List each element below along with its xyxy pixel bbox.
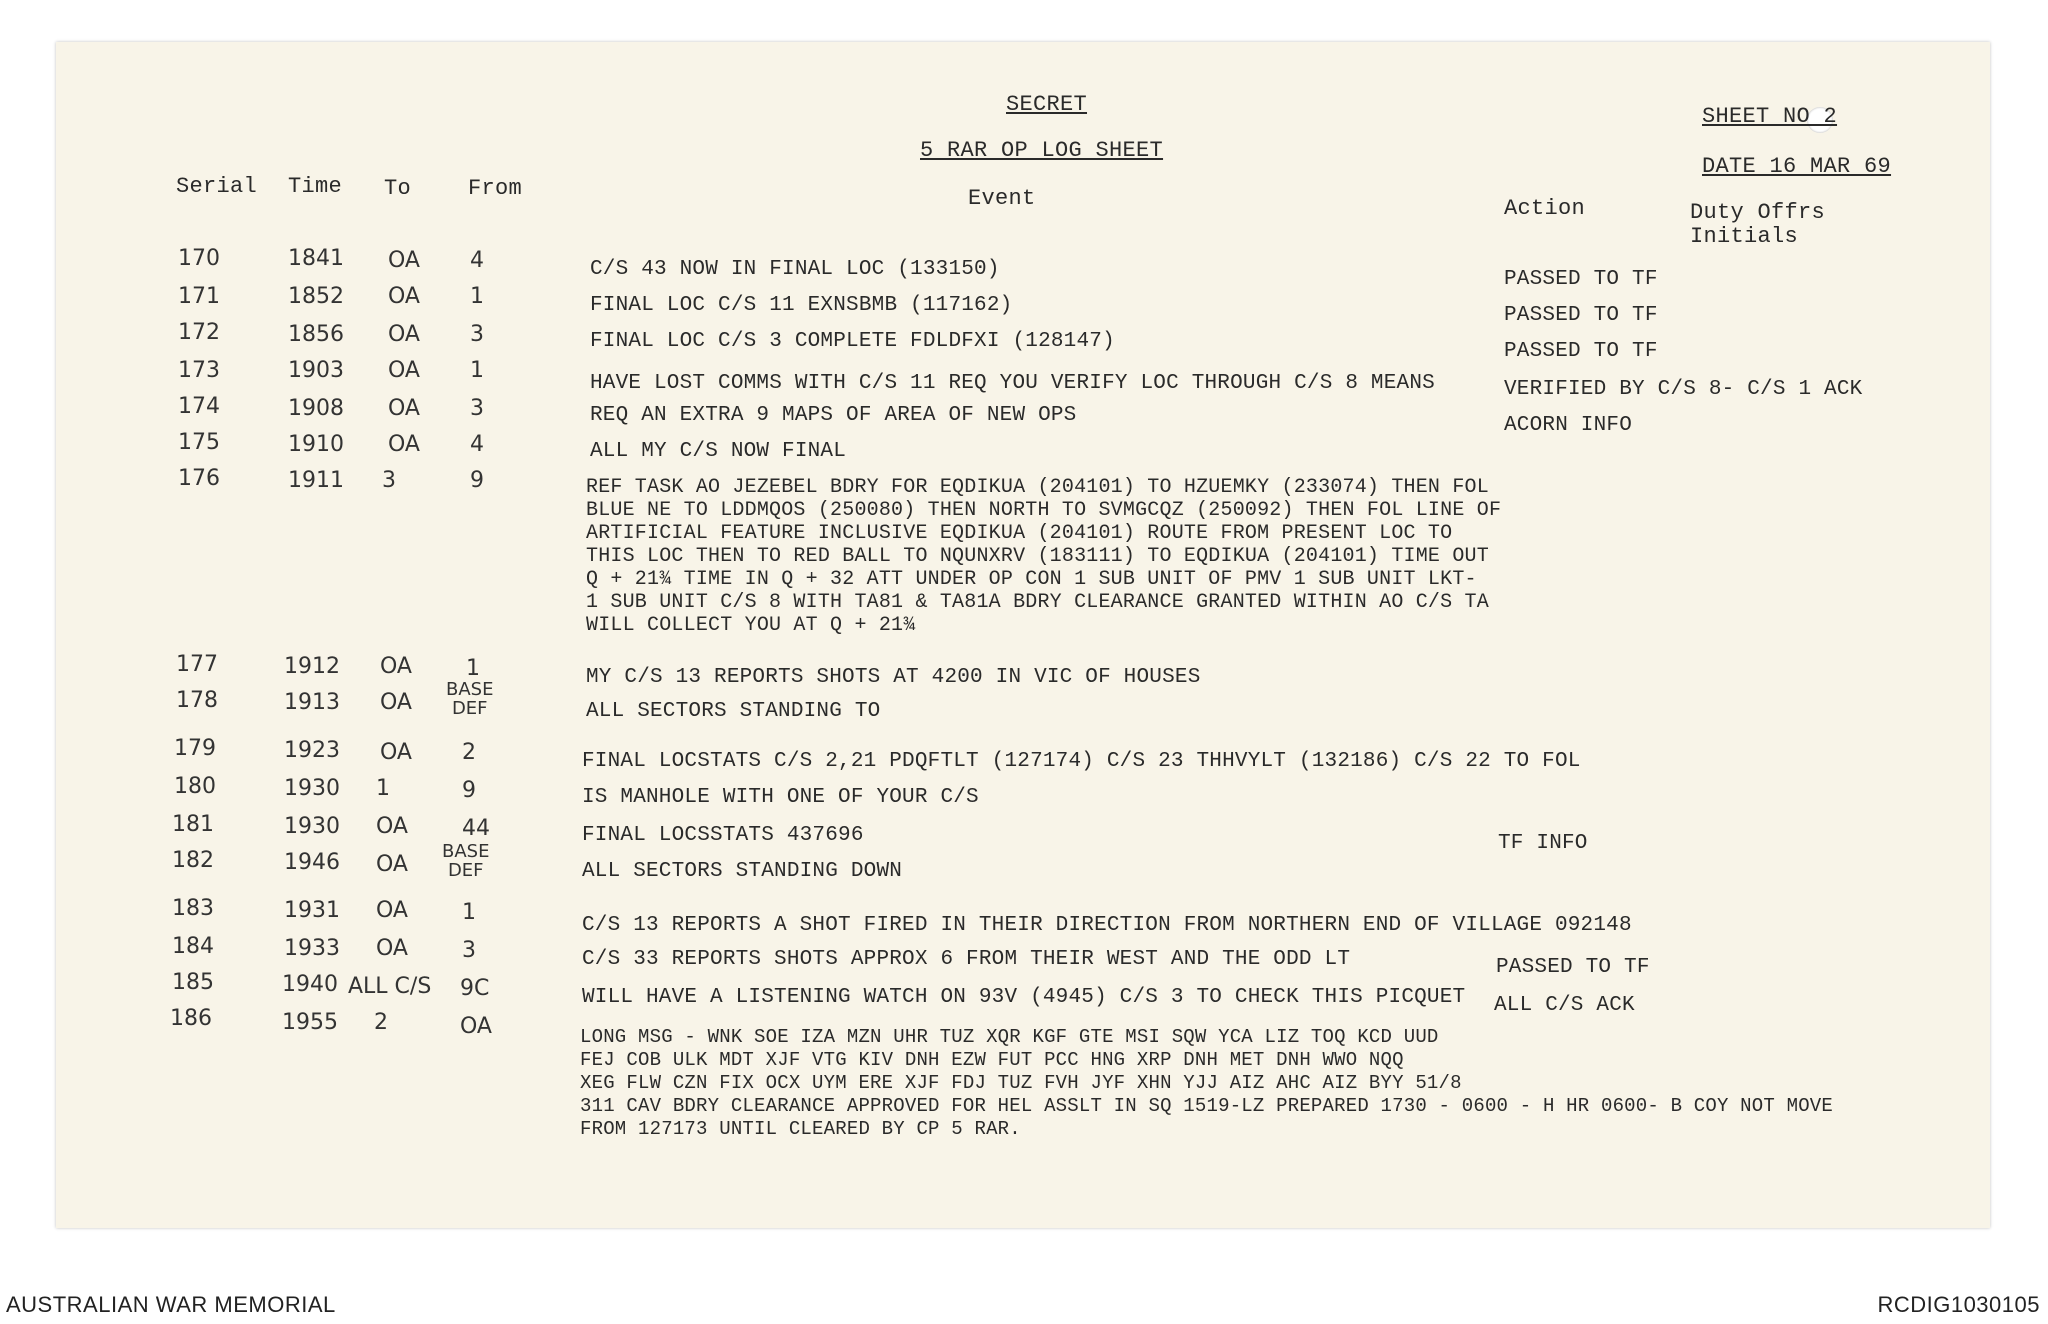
- row-serial: 176: [178, 466, 220, 491]
- row-serial: 186: [170, 1006, 212, 1031]
- row-serial: 172: [178, 320, 220, 345]
- row-to: 1: [376, 776, 390, 801]
- row-from: 9: [470, 468, 484, 493]
- row-event: FINAL LOCSTATS C/S 2,21 PDQFTLT (127174) C/S 23 THHVYLT (132186) C/S 22 TO FOL: [582, 750, 1581, 773]
- row-to: OA: [388, 432, 420, 457]
- row-time: 1912: [284, 654, 340, 679]
- row-serial: 183: [172, 896, 214, 921]
- row-event: MY C/S 13 REPORTS SHOTS AT 4200 IN VIC OF HOUSES: [586, 666, 1201, 689]
- row-from: 3: [470, 396, 484, 421]
- row-time: 1931: [284, 898, 340, 923]
- sheet-number: SHEET NO 2: [1702, 104, 1838, 129]
- col-initials-line1: Duty Offrs: [1690, 200, 1826, 225]
- row-event: ALL SECTORS STANDING DOWN: [582, 860, 903, 883]
- row-from: 1: [470, 284, 484, 309]
- row-to: OA: [376, 936, 408, 961]
- row-time: 1946: [284, 850, 340, 875]
- row-event: HAVE LOST COMMS WITH C/S 11 REQ YOU VERIFY LOC THROUGH C/S 8 MEANS: [590, 372, 1435, 395]
- row-from: 2: [462, 740, 476, 765]
- row-to: OA: [380, 654, 412, 679]
- col-initials-line2: Initials: [1690, 224, 1799, 249]
- row-time: 1911: [288, 468, 344, 493]
- row-time: 1930: [284, 776, 340, 801]
- row-serial: 185: [172, 970, 214, 995]
- row-event: REQ AN EXTRA 9 MAPS OF AREA OF NEW OPS: [590, 404, 1077, 427]
- row-to: OA: [388, 284, 420, 309]
- row-to: 3: [382, 468, 396, 493]
- row-action: ALL C/S ACK: [1494, 994, 1635, 1017]
- row-action: VERIFIED BY C/S 8- C/S 1 ACK: [1504, 378, 1863, 401]
- row-from: 1: [470, 358, 484, 383]
- col-to: To: [384, 176, 412, 201]
- row-event: LONG MSG - WNK SOE IZA MZN UHR TUZ XQR KGF GTE MSI SQW YCA LIZ TOQ KCD UUD FEJ COB ULK MDT XJF VTG KIV DNH EZW FUT PCC HNG XRP DNH MET DNH WWO NQQ XEG FLW CZN FIX OCX UYM ERE XJF FDJ TUZ FVH JYF XHN YJJ AIZ AHC AIZ BYY 51/8 311 CAV BDRY CLEARANCE APPROVED FOR HEL ASSLT IN SQ 1519-LZ PREPARED 1730 - 0600 - H HR 0600- B COY NOT MOVE FROM 127173 UNTIL CLEARED BY CP 5 RAR.: [580, 1026, 1833, 1140]
- row-event: ALL SECTORS STANDING TO: [586, 700, 881, 723]
- row-from: 3: [470, 322, 484, 347]
- row-serial: 184: [172, 934, 214, 959]
- row-to: OA: [376, 814, 408, 839]
- col-time: Time: [288, 174, 343, 199]
- sheet-date: DATE 16 MAR 69: [1702, 154, 1892, 179]
- row-time: 1955: [282, 1010, 338, 1035]
- row-time: 1910: [288, 432, 344, 457]
- row-from: 9C: [460, 976, 490, 1001]
- classification-label: SECRET: [1006, 92, 1088, 117]
- row-from: 1: [466, 656, 480, 681]
- row-time: 1908: [288, 396, 344, 421]
- row-serial: 181: [172, 812, 214, 837]
- row-serial: 177: [176, 652, 218, 677]
- row-to: ALL C/S: [348, 974, 432, 999]
- row-serial: 171: [178, 284, 220, 309]
- row-serial: 170: [178, 246, 220, 271]
- row-from: 4: [470, 432, 484, 457]
- row-event: FINAL LOCSSTATS 437696: [582, 824, 864, 847]
- row-action: PASSED TO TF: [1504, 340, 1658, 363]
- col-action: Action: [1504, 196, 1586, 221]
- row-serial: 180: [174, 774, 216, 799]
- row-event: C/S 33 REPORTS SHOTS APPROX 6 FROM THEIR WEST AND THE ODD LT: [582, 948, 1351, 971]
- row-time: 1940: [282, 972, 338, 997]
- sheet-title: 5 RAR OP LOG SHEET: [920, 138, 1164, 163]
- row-to: OA: [376, 898, 408, 923]
- row-time: 1930: [284, 814, 340, 839]
- row-from: 1: [462, 900, 476, 925]
- row-action: PASSED TO TF: [1504, 268, 1658, 291]
- row-time: 1852: [288, 284, 344, 309]
- row-time: 1903: [288, 358, 344, 383]
- row-action: ACORN INFO: [1504, 414, 1633, 437]
- col-event: Event: [968, 186, 1036, 211]
- row-event: REF TASK AO JEZEBEL BDRY FOR EQDIKUA (204101) TO HZUEMKY (233074) THEN FOL BLUE NE TO LDDMQOS (250080) THEN NORTH TO SVMGCQZ (250092) THEN FOL LINE OF ARTIFICIAL FEATURE INCLUSIVE EQDIKUA (204101) ROUTE FROM PRESENT LOC TO THIS LOC THEN TO RED BALL TO NQUNXRV (183111) TO EQDIKUA (204101) TIME OUT Q + 21¾ TIME IN Q + 32 ATT UNDER OP CON 1 SUB UNIT OF PMV 1 SUB UNIT LKT- 1 SUB UNIT C/S 8 WITH TA81 & TA81A BDRY CLEARANCE GRANTED WITHIN AO C/S TA WILL COLLECT YOU AT Q + 21¾: [586, 476, 1502, 637]
- row-event: ALL MY C/S NOW FINAL: [590, 440, 847, 463]
- row-to: OA: [380, 690, 412, 715]
- footer-source: AUSTRALIAN WAR MEMORIAL: [6, 1292, 336, 1317]
- row-action: PASSED TO TF: [1504, 304, 1658, 327]
- row-to: OA: [388, 322, 420, 347]
- row-to: OA: [376, 852, 408, 877]
- row-event: FINAL LOC C/S 11 EXNSBMB (117162): [590, 294, 1013, 317]
- row-event: C/S 43 NOW IN FINAL LOC (133150): [590, 258, 1000, 281]
- row-to: OA: [388, 248, 420, 273]
- row-serial: 175: [178, 430, 220, 455]
- row-from: 3: [462, 938, 476, 963]
- row-serial: 178: [176, 688, 218, 713]
- footer-record-id: RCDIG1030105: [1877, 1292, 2040, 1317]
- row-action: TF INFO: [1498, 832, 1588, 855]
- row-from: 9: [462, 778, 476, 803]
- row-event: WILL HAVE A LISTENING WATCH ON 93V (4945) C/S 3 TO CHECK THIS PICQUET: [582, 986, 1466, 1009]
- row-from: 4: [470, 248, 484, 273]
- row-time: 1841: [288, 246, 344, 271]
- row-time: 1923: [284, 738, 340, 763]
- row-event: IS MANHOLE WITH ONE OF YOUR C/S: [582, 786, 979, 809]
- col-from: From: [468, 176, 523, 201]
- row-from: BASE DEF: [442, 841, 490, 881]
- row-event: FINAL LOC C/S 3 COMPLETE FDLDFXI (128147): [590, 330, 1115, 353]
- row-to: 2: [374, 1010, 388, 1035]
- row-serial: 182: [172, 848, 214, 873]
- row-from: 44: [462, 816, 490, 841]
- row-action: PASSED TO TF: [1496, 956, 1650, 979]
- row-from: OA: [460, 1014, 492, 1039]
- row-time: 1913: [284, 690, 340, 715]
- row-to: OA: [380, 740, 412, 765]
- row-time: 1856: [288, 322, 344, 347]
- row-to: OA: [388, 396, 420, 421]
- row-serial: 179: [174, 736, 216, 761]
- row-serial: 173: [178, 358, 220, 383]
- row-event: C/S 13 REPORTS A SHOT FIRED IN THEIR DIRECTION FROM NORTHERN END OF VILLAGE 092148: [582, 914, 1632, 937]
- row-serial: 174: [178, 394, 220, 419]
- col-serial: Serial: [176, 174, 258, 199]
- row-from: BASE DEF: [446, 679, 494, 719]
- row-time: 1933: [284, 936, 340, 961]
- row-to: OA: [388, 358, 420, 383]
